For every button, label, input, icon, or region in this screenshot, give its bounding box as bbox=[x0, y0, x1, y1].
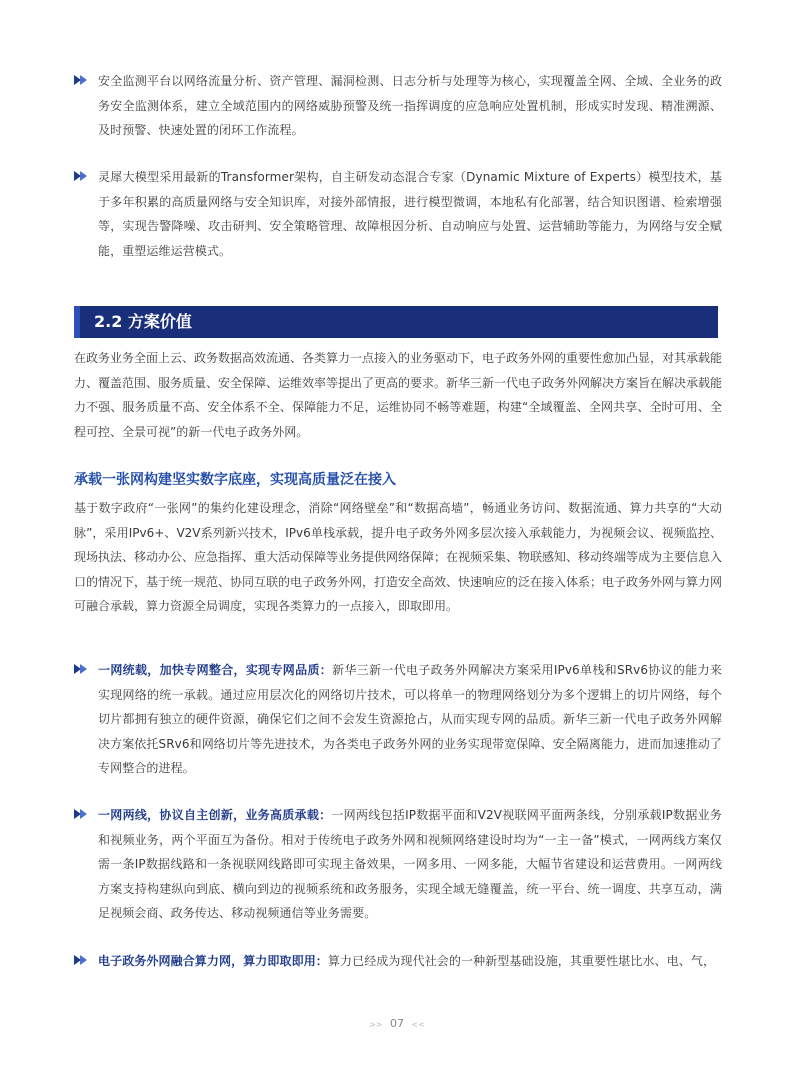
bullet-two-lines bbox=[74, 803, 722, 926]
bullet-lead: 电子政务外网融合算力网，算力即取即用： bbox=[98, 954, 328, 968]
bullet-body: 新华三新一代电子政务外网解决方案采用IPv6单栈和SRv6协议的能力来实现网络的统一承载。通过应用层次化的网络切片技术，可以将单一的物理网络划分为多个逻辑上的切片网络，每个切片都拥有独立的硬件资源，确保它们之间不会发生资源抢占，从而实现专网的品质。新华三新一代电子政务外网解决方案依托SRv6和网络切片等先进技术，为各类电子政务外网的业务实现带宽保障、安全隔离能力，进而加速推动了专网整合的进程。 bbox=[98, 663, 722, 775]
intro-paragraph: 在政务业务全面上云、政务数据高效流通、各类算力一点接入的业务驱动下，电子政务外网的重要性愈加凸显，对其承载能力、覆盖范围、服务质量、安全保障、运维效率等提出了更高的要求。新华三新一代电子政务外网解决方案旨在解决承载能力不强、服务质量不高、安全体系不全、保障能力不足，运维协同不畅等难题，构建“全域覆盖、全网共享、全时可用、全程可控、全景可视”的新一代电子政务外网。 bbox=[74, 351, 723, 439]
bullet-text bbox=[98, 949, 722, 974]
section-header-bar bbox=[74, 306, 718, 338]
bullet-computing-network bbox=[74, 949, 722, 974]
double-arrow-bullet-icon bbox=[74, 955, 88, 965]
section-title: 2.2 方案价值 bbox=[94, 312, 192, 331]
double-arrow-bullet-icon bbox=[74, 171, 88, 181]
bullet-body: 算力已经成为现代社会的一种新型基础设施，其重要性堪比水、电、气， bbox=[327, 954, 716, 968]
footer-left-arrows: >> bbox=[369, 1020, 383, 1029]
bullet-text: 安全监测平台以网络流量分析、资产管理、漏洞检测、日志分析与处理等为核心，实现覆盖全网、全域、全业务的政务安全监测体系，建立全域范围内的网络威胁预警及统一指挥调度的应急响应处置机制，形成实时发现、精准溯源、及时预警、快速处置的闭环工作流程。 bbox=[98, 74, 722, 137]
bullet-lead: 一网两线，协议自主创新，业务高质承载： bbox=[98, 808, 332, 822]
bullet-text bbox=[98, 803, 722, 926]
footer-right-arrows: << bbox=[411, 1020, 425, 1029]
bullet-body: 一网两线包括IP数据平面和V2V视联网平面两条线，分别承载IP数据业务和视频业务，两个平面互为备份。相对于传统电子政务外网和视频网络建设时均为“一主一备”模式，一网两线方案仅需一条IP数据线路和一条视联网线路即可实现主备效果，一网多用、一网多能，大幅节省建设和运营费用。一网两线方案支持构建纵向到底、横向到边的视频系统和政务服务，实现全域无缝覆盖，统一平台、统一调度、共享互动，满足视频会商、政务传达、移动视频通信等业务需要。 bbox=[98, 808, 722, 920]
bullet-lingxi-model bbox=[74, 165, 722, 263]
subheading: 承载一张网构建坚实数字底座，实现高质量泛在接入 bbox=[74, 472, 396, 488]
double-arrow-bullet-icon bbox=[74, 75, 88, 85]
bullet-lead: 一网统载，加快专网整合，实现专网品质： bbox=[98, 663, 333, 677]
sub-paragraph: 基于数字政府“一张网”的集约化建设理念，消除“网络壁垒”和“数据高墙”，畅通业务访问、数据流通、算力共享的“大动脉”，采用IPv6+、V2V系列新兴技术，IPv6单栈承载，提升电子政务外网多层次接入承载能力，为视频会议、视频监控、现场执法、移动办公、应急指挥、重大活动保障等业务提供网络保障；在视频采集、物联感知、移动终端等成为主要信息入口的情况下，基于统一规范、协同互联的电子政务外网，打造安全高效、快速响应的泛在接入体系；电子政务外网与算力网可融合承载，算力资源全局调度，实现各类算力的一点接入，即取即用。 bbox=[74, 501, 723, 613]
double-arrow-bullet-icon bbox=[74, 664, 88, 674]
bullet-unified-network bbox=[74, 658, 722, 781]
bullet-text bbox=[98, 658, 722, 781]
bullet-text: 灵犀大模型采用最新的Transformer架构，自主研发动态混合专家（Dynamic Mixture of Experts）模型技术，基于多年积累的高质量网络与安全知识库，对接外部情报，进行模型微调，本地私有化部署，结合知识图谱、检索增强等，实现告警降噪、攻击研判、安全策略管理、故障根因分析、自动响应与处置、运营辅助等能力，为网络与安全赋能，重塑运维运营模式。 bbox=[98, 170, 722, 258]
page-footer bbox=[0, 1017, 794, 1030]
double-arrow-bullet-icon bbox=[74, 809, 88, 819]
bullet-security-monitoring bbox=[74, 69, 722, 143]
page-number: 07 bbox=[390, 1017, 404, 1030]
